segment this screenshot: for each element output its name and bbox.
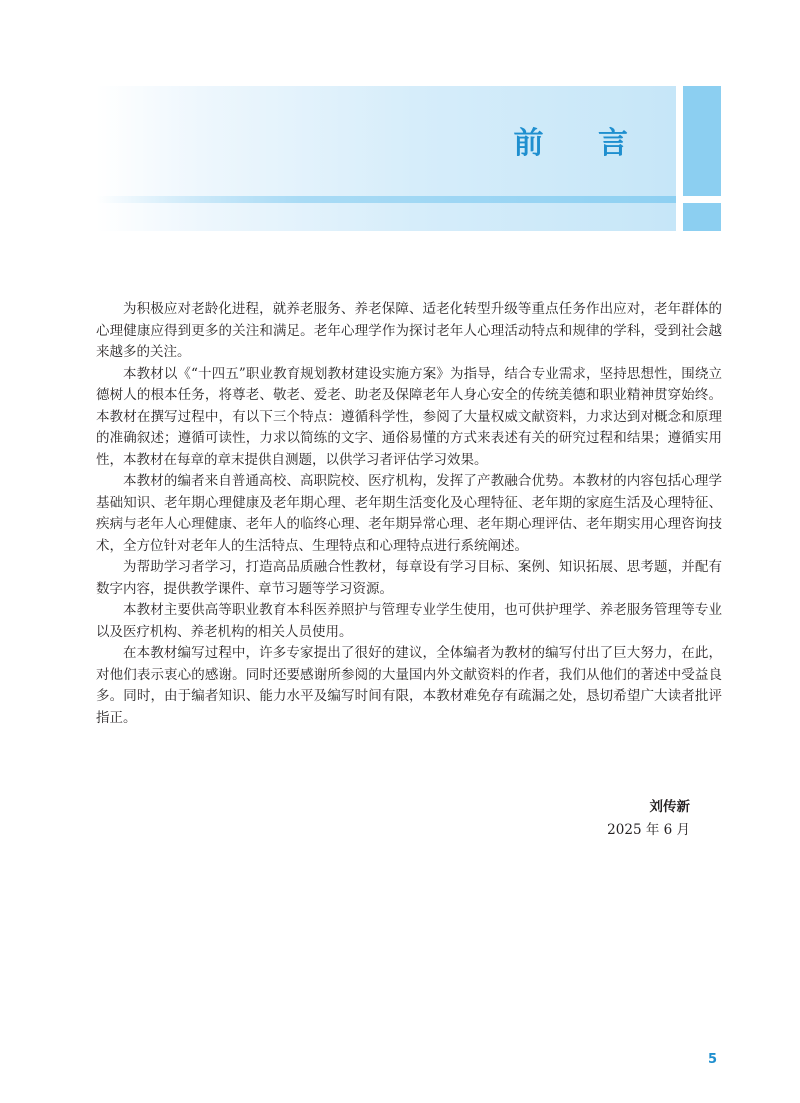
header-block-bottom xyxy=(683,203,721,231)
author-name: 刘传新 xyxy=(649,799,690,815)
paragraph: 为积极应对老龄化进程，就养老服务、养老保障、适老化转型升级等重点任务作出应对，老年群体的心理健康应得到更多的关注和满足。老年心理学作为探讨老年人心理活动特点和规律的学科，受到社会越来越多的关注。 xyxy=(96,301,722,360)
paragraph: 在本教材编写过程中，许多专家提出了很好的建议，全体编者为教材的编写付出了巨大努力，在此，对他们表示衷心的感谢。同时还要感谢所参阅的大量国内外文献资料的作者，我们从他们的著述中受益良多。同时，由于编者知识、能力水平及编写时间有限，本教材难免存有疏漏之处，恳切希望广大读者批评指正。 xyxy=(96,645,722,726)
header-banner-stripe xyxy=(96,196,676,203)
header-block-top xyxy=(683,86,721,196)
page-number: 5 xyxy=(708,1052,718,1067)
preface-body xyxy=(96,299,722,729)
paragraph: 本教材以《“十四五”职业教育规划教材建设实施方案》为指导，结合专业需求，坚持思想性，围绕立德树人的根本任务，将尊老、敬老、爱老、助老及保障老年人身心安全的传统美德和职业精神贯穿始终。本教材在撰写过程中，有以下三个特点：遵循科学性，参阅了大量权威文献资料，力求达到对概念和原理的准确叙述；遵循可读性，力求以简练的文字、通俗易懂的方式来表述有关的研究过程和结果；遵循实用性，本教材在每章的章末提供自测题，以供学习者评估学习效果。 xyxy=(96,365,722,468)
paragraph: 为帮助学习者学习，打造高品质融合性教材，每章设有学习目标、案例、知识拓展、思考题，并配有数字内容，提供教学课件、章节习题等学习资源。 xyxy=(96,559,722,597)
signature-date: 2025 年 6 月 xyxy=(607,822,690,838)
paragraph: 本教材的编者来自普通高校、高职院校、医疗机构，发挥了产教融合优势。本教材的内容包括心理学基础知识、老年期心理健康及老年期心理、老年期生活变化及心理特征、老年期的家庭生活及心理特征、疾病与老年人心理健康、老年人的临终心理、老年期异常心理、老年期心理评估、老年期实用心理咨询技术，全方位针对老年人的生活特点、生理特点和心理特点进行系统阐述。 xyxy=(96,473,722,554)
page-title: 前 言 xyxy=(513,126,650,161)
paragraph: 本教材主要供高等职业教育本科医养照护与管理专业学生使用，也可供护理学、养老服务管理等专业以及医疗机构、养老机构的相关人员使用。 xyxy=(96,602,722,640)
signature-block xyxy=(607,796,690,842)
